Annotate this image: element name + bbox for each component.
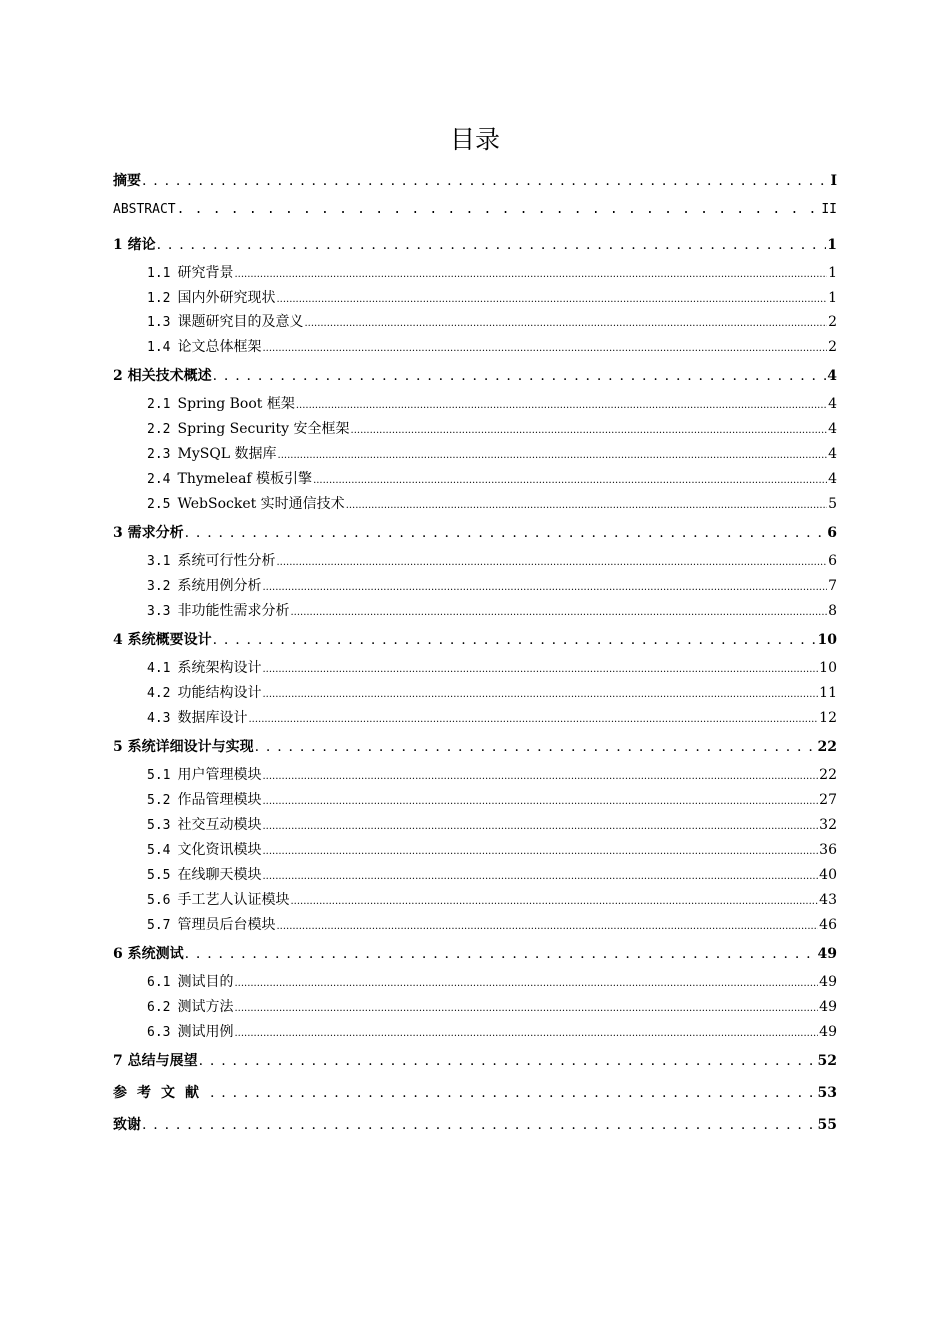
toc-page-number: 1 xyxy=(827,237,837,253)
toc-page-number: 5 xyxy=(828,496,837,512)
dot-leader xyxy=(262,339,827,355)
toc-entry-label: 研究背景 xyxy=(177,265,234,281)
dot-leader xyxy=(185,946,817,962)
dot-leader xyxy=(210,1085,817,1101)
section-number: 4.2 xyxy=(147,686,171,701)
toc-entry-chapter-7[interactable] xyxy=(113,1050,837,1070)
section-number: 5.5 xyxy=(147,868,171,883)
toc-entry-label: 国内外研究现状 xyxy=(177,290,276,306)
dot-leader xyxy=(177,202,821,217)
toc-entry-label: 课题研究目的及意义 xyxy=(177,314,304,330)
dot-leader xyxy=(290,892,818,908)
dot-leader xyxy=(234,1024,818,1040)
toc-page-number: 4 xyxy=(828,421,837,437)
section-number: 1.2 xyxy=(147,291,171,306)
toc-entry-label: 测试目的 xyxy=(177,974,234,990)
toc-entry-label: 致谢 xyxy=(113,1117,141,1133)
toc-page-number: 2 xyxy=(828,339,837,355)
section-number: 2.2 xyxy=(147,422,171,437)
toc-page-number: 2 xyxy=(828,314,837,330)
toc-page-number: 11 xyxy=(819,685,837,701)
toc-page-number: 52 xyxy=(817,1053,837,1069)
toc-entry-label: ABSTRACT xyxy=(113,202,176,217)
dot-leader xyxy=(276,553,827,569)
dot-leader xyxy=(276,917,818,933)
toc-entry-label: 2 相关技术概述 xyxy=(113,368,212,384)
toc-entry-5-5[interactable] xyxy=(147,864,837,884)
dot-leader xyxy=(262,578,827,594)
toc-entry-label: 7 总结与展望 xyxy=(113,1053,198,1069)
dot-leader xyxy=(296,396,827,412)
section-number: 5.7 xyxy=(147,918,171,933)
toc-entry-label: 3 需求分析 xyxy=(113,525,184,541)
toc-entry-6-3[interactable] xyxy=(147,1021,837,1041)
toc-page-number: 1 xyxy=(828,265,837,281)
toc-page-number: 43 xyxy=(819,892,837,908)
toc-page-number: 53 xyxy=(817,1085,837,1101)
toc-entry-label: 1 绪论 xyxy=(113,237,156,253)
section-number: 5.6 xyxy=(147,893,171,908)
toc-page-number: 4 xyxy=(828,471,837,487)
section-number: 5.3 xyxy=(147,818,171,833)
section-number: 5.4 xyxy=(147,843,171,858)
section-number: 2.3 xyxy=(147,447,171,462)
toc-entry-label: 系统用例分析 xyxy=(177,578,262,594)
toc-page-number: 22 xyxy=(817,739,837,755)
toc-entry-label: MySQL 数据库 xyxy=(177,446,277,462)
toc-entry-label: 参考文献 xyxy=(113,1085,209,1101)
section-number: 4.3 xyxy=(147,711,171,726)
section-number: 1.1 xyxy=(147,266,171,281)
toc-page-number: 8 xyxy=(828,603,837,619)
toc-entry-label: 在线聊天模块 xyxy=(177,867,262,883)
toc-page-number: 4 xyxy=(828,446,837,462)
toc-entry-4-3[interactable] xyxy=(147,707,837,727)
toc-entry-2-5[interactable] xyxy=(147,493,837,513)
toc-entry-4-1[interactable] xyxy=(147,657,837,677)
toc-entry-5-3[interactable] xyxy=(147,814,837,834)
toc-entry-label: Spring Boot 框架 xyxy=(177,396,295,412)
toc-page-number: I xyxy=(830,173,837,189)
toc-entry-2-3[interactable] xyxy=(147,443,837,463)
toc-entry-1-4[interactable] xyxy=(147,336,837,356)
dot-leader xyxy=(142,1117,817,1133)
toc-page-number: 4 xyxy=(828,396,837,412)
toc-page-number: 49 xyxy=(819,1024,837,1040)
section-number: 3.1 xyxy=(147,554,171,569)
dot-leader xyxy=(313,471,827,487)
toc-entry-1-1[interactable] xyxy=(147,262,837,282)
toc-page-number: 10 xyxy=(817,632,837,648)
toc-entry-label: 作品管理模块 xyxy=(177,792,262,808)
toc-entry-5-7[interactable] xyxy=(147,914,837,934)
dot-leader xyxy=(262,685,818,701)
toc-page-number: 32 xyxy=(819,817,837,833)
section-number: 1.3 xyxy=(147,315,171,330)
dot-leader xyxy=(199,1053,817,1069)
toc-entry-label: 测试方法 xyxy=(177,999,234,1015)
toc-entry-1-2[interactable] xyxy=(147,287,837,307)
toc-entry-label: 文化资讯模块 xyxy=(177,842,262,858)
toc-entry-references[interactable] xyxy=(113,1082,837,1102)
toc-page-number: 49 xyxy=(819,974,837,990)
toc-entry-chapter-2[interactable] xyxy=(113,365,837,385)
dot-leader xyxy=(278,446,828,462)
section-number: 2.5 xyxy=(147,497,171,512)
toc-entry-chapter-4[interactable] xyxy=(113,629,837,649)
dot-leader xyxy=(248,710,818,726)
dot-leader xyxy=(346,496,827,512)
toc-title: 目录 xyxy=(449,125,500,154)
dot-leader xyxy=(290,603,827,619)
dot-leader xyxy=(304,314,827,330)
toc-entry-chapter-3[interactable] xyxy=(113,522,837,542)
toc-page-number: 7 xyxy=(828,578,837,594)
toc-entry-acknowledgements[interactable] xyxy=(113,1114,837,1134)
dot-leader xyxy=(262,792,818,808)
toc-entry-label: 管理员后台模块 xyxy=(177,917,276,933)
dot-leader xyxy=(234,999,818,1015)
toc-page-number: 46 xyxy=(819,917,837,933)
section-number: 6.2 xyxy=(147,1000,171,1015)
section-number: 3.2 xyxy=(147,579,171,594)
toc-entry-5-2[interactable] xyxy=(147,789,837,809)
toc-entry-3-3[interactable] xyxy=(147,600,837,620)
dot-leader xyxy=(351,421,828,437)
toc-page-number: 1 xyxy=(828,290,837,306)
toc-page-number: 4 xyxy=(827,368,837,384)
section-number: 3.3 xyxy=(147,604,171,619)
toc-entry-5-1[interactable] xyxy=(147,764,837,784)
toc-page-number: 22 xyxy=(819,767,837,783)
section-number: 5.1 xyxy=(147,768,171,783)
toc-entry-label: 6 系统测试 xyxy=(113,946,184,962)
toc-page-number: 6 xyxy=(827,525,837,541)
section-number: 2.4 xyxy=(147,472,171,487)
section-number: 6.3 xyxy=(147,1025,171,1040)
toc-entry-label: WebSocket 实时通信技术 xyxy=(177,496,345,512)
dot-leader xyxy=(262,660,818,676)
toc-entry-label: 测试用例 xyxy=(177,1024,234,1040)
toc-entry-3-1[interactable] xyxy=(147,550,837,570)
section-number: 5.2 xyxy=(147,793,171,808)
toc-page-number: 55 xyxy=(817,1117,837,1133)
section-number: 2.1 xyxy=(147,397,171,412)
dot-leader xyxy=(262,767,818,783)
section-number: 6.1 xyxy=(147,975,171,990)
section-number: 4.1 xyxy=(147,661,171,676)
toc-page-number: 6 xyxy=(828,553,837,569)
toc-page-number: 27 xyxy=(819,792,837,808)
toc-entry-label: Spring Security 安全框架 xyxy=(177,421,350,437)
toc-entry-label: 用户管理模块 xyxy=(177,767,262,783)
dot-leader xyxy=(185,525,827,541)
dot-leader xyxy=(276,290,827,306)
toc-entry-3-2[interactable] xyxy=(147,575,837,595)
dot-leader xyxy=(157,237,827,253)
toc-entry-2-4[interactable] xyxy=(147,468,837,488)
toc-entry-label: 4 系统概要设计 xyxy=(113,632,212,648)
toc-page-number: 12 xyxy=(819,710,837,726)
toc-entry-5-6[interactable] xyxy=(147,889,837,909)
toc-page-number: 49 xyxy=(819,999,837,1015)
toc-entry-label: Thymeleaf 模板引擎 xyxy=(177,471,313,487)
dot-leader xyxy=(213,632,817,648)
toc-entry-chapter-5[interactable] xyxy=(113,736,837,756)
dot-leader xyxy=(234,974,818,990)
toc-entry-2-2[interactable] xyxy=(147,418,837,438)
toc-entry-5-4[interactable] xyxy=(147,839,837,859)
toc-entry-label: 系统可行性分析 xyxy=(177,553,276,569)
toc-page-number: 10 xyxy=(819,660,837,676)
toc-entry-label: 摘要 xyxy=(113,173,141,189)
section-number: 1.4 xyxy=(147,340,171,355)
toc-entry-label: 手工艺人认证模块 xyxy=(177,892,290,908)
toc-entry-abstract-en[interactable] xyxy=(113,202,837,217)
toc-entry-label: 论文总体框架 xyxy=(177,339,262,355)
toc-entry-label: 数据库设计 xyxy=(177,710,248,726)
toc-entry-2-1[interactable] xyxy=(147,393,837,413)
toc-entry-label: 功能结构设计 xyxy=(177,685,262,701)
dot-leader xyxy=(255,739,817,755)
toc-page-number: II xyxy=(821,202,837,217)
toc-entry-6-1[interactable] xyxy=(147,971,837,991)
toc-entry-label: 社交互动模块 xyxy=(177,817,262,833)
toc-entry-label: 非功能性需求分析 xyxy=(177,603,290,619)
dot-leader xyxy=(213,368,827,384)
dot-leader xyxy=(234,265,827,281)
toc-entry-4-2[interactable] xyxy=(147,682,837,702)
toc-entry-6-2[interactable] xyxy=(147,996,837,1016)
toc-entry-chapter-6[interactable] xyxy=(113,943,837,963)
toc-entry-1-3[interactable] xyxy=(147,311,837,331)
toc-page-number: 49 xyxy=(817,946,837,962)
toc-entry-abstract-cn[interactable] xyxy=(113,170,837,190)
toc-page-number: 40 xyxy=(819,867,837,883)
toc-entry-label: 系统架构设计 xyxy=(177,660,262,676)
toc-page-number: 36 xyxy=(819,842,837,858)
dot-leader xyxy=(142,173,829,189)
toc-entry-label: 5 系统详细设计与实现 xyxy=(113,739,254,755)
dot-leader xyxy=(262,867,818,883)
dot-leader xyxy=(262,817,818,833)
dot-leader xyxy=(262,842,818,858)
toc-entry-chapter-1[interactable] xyxy=(113,234,837,254)
